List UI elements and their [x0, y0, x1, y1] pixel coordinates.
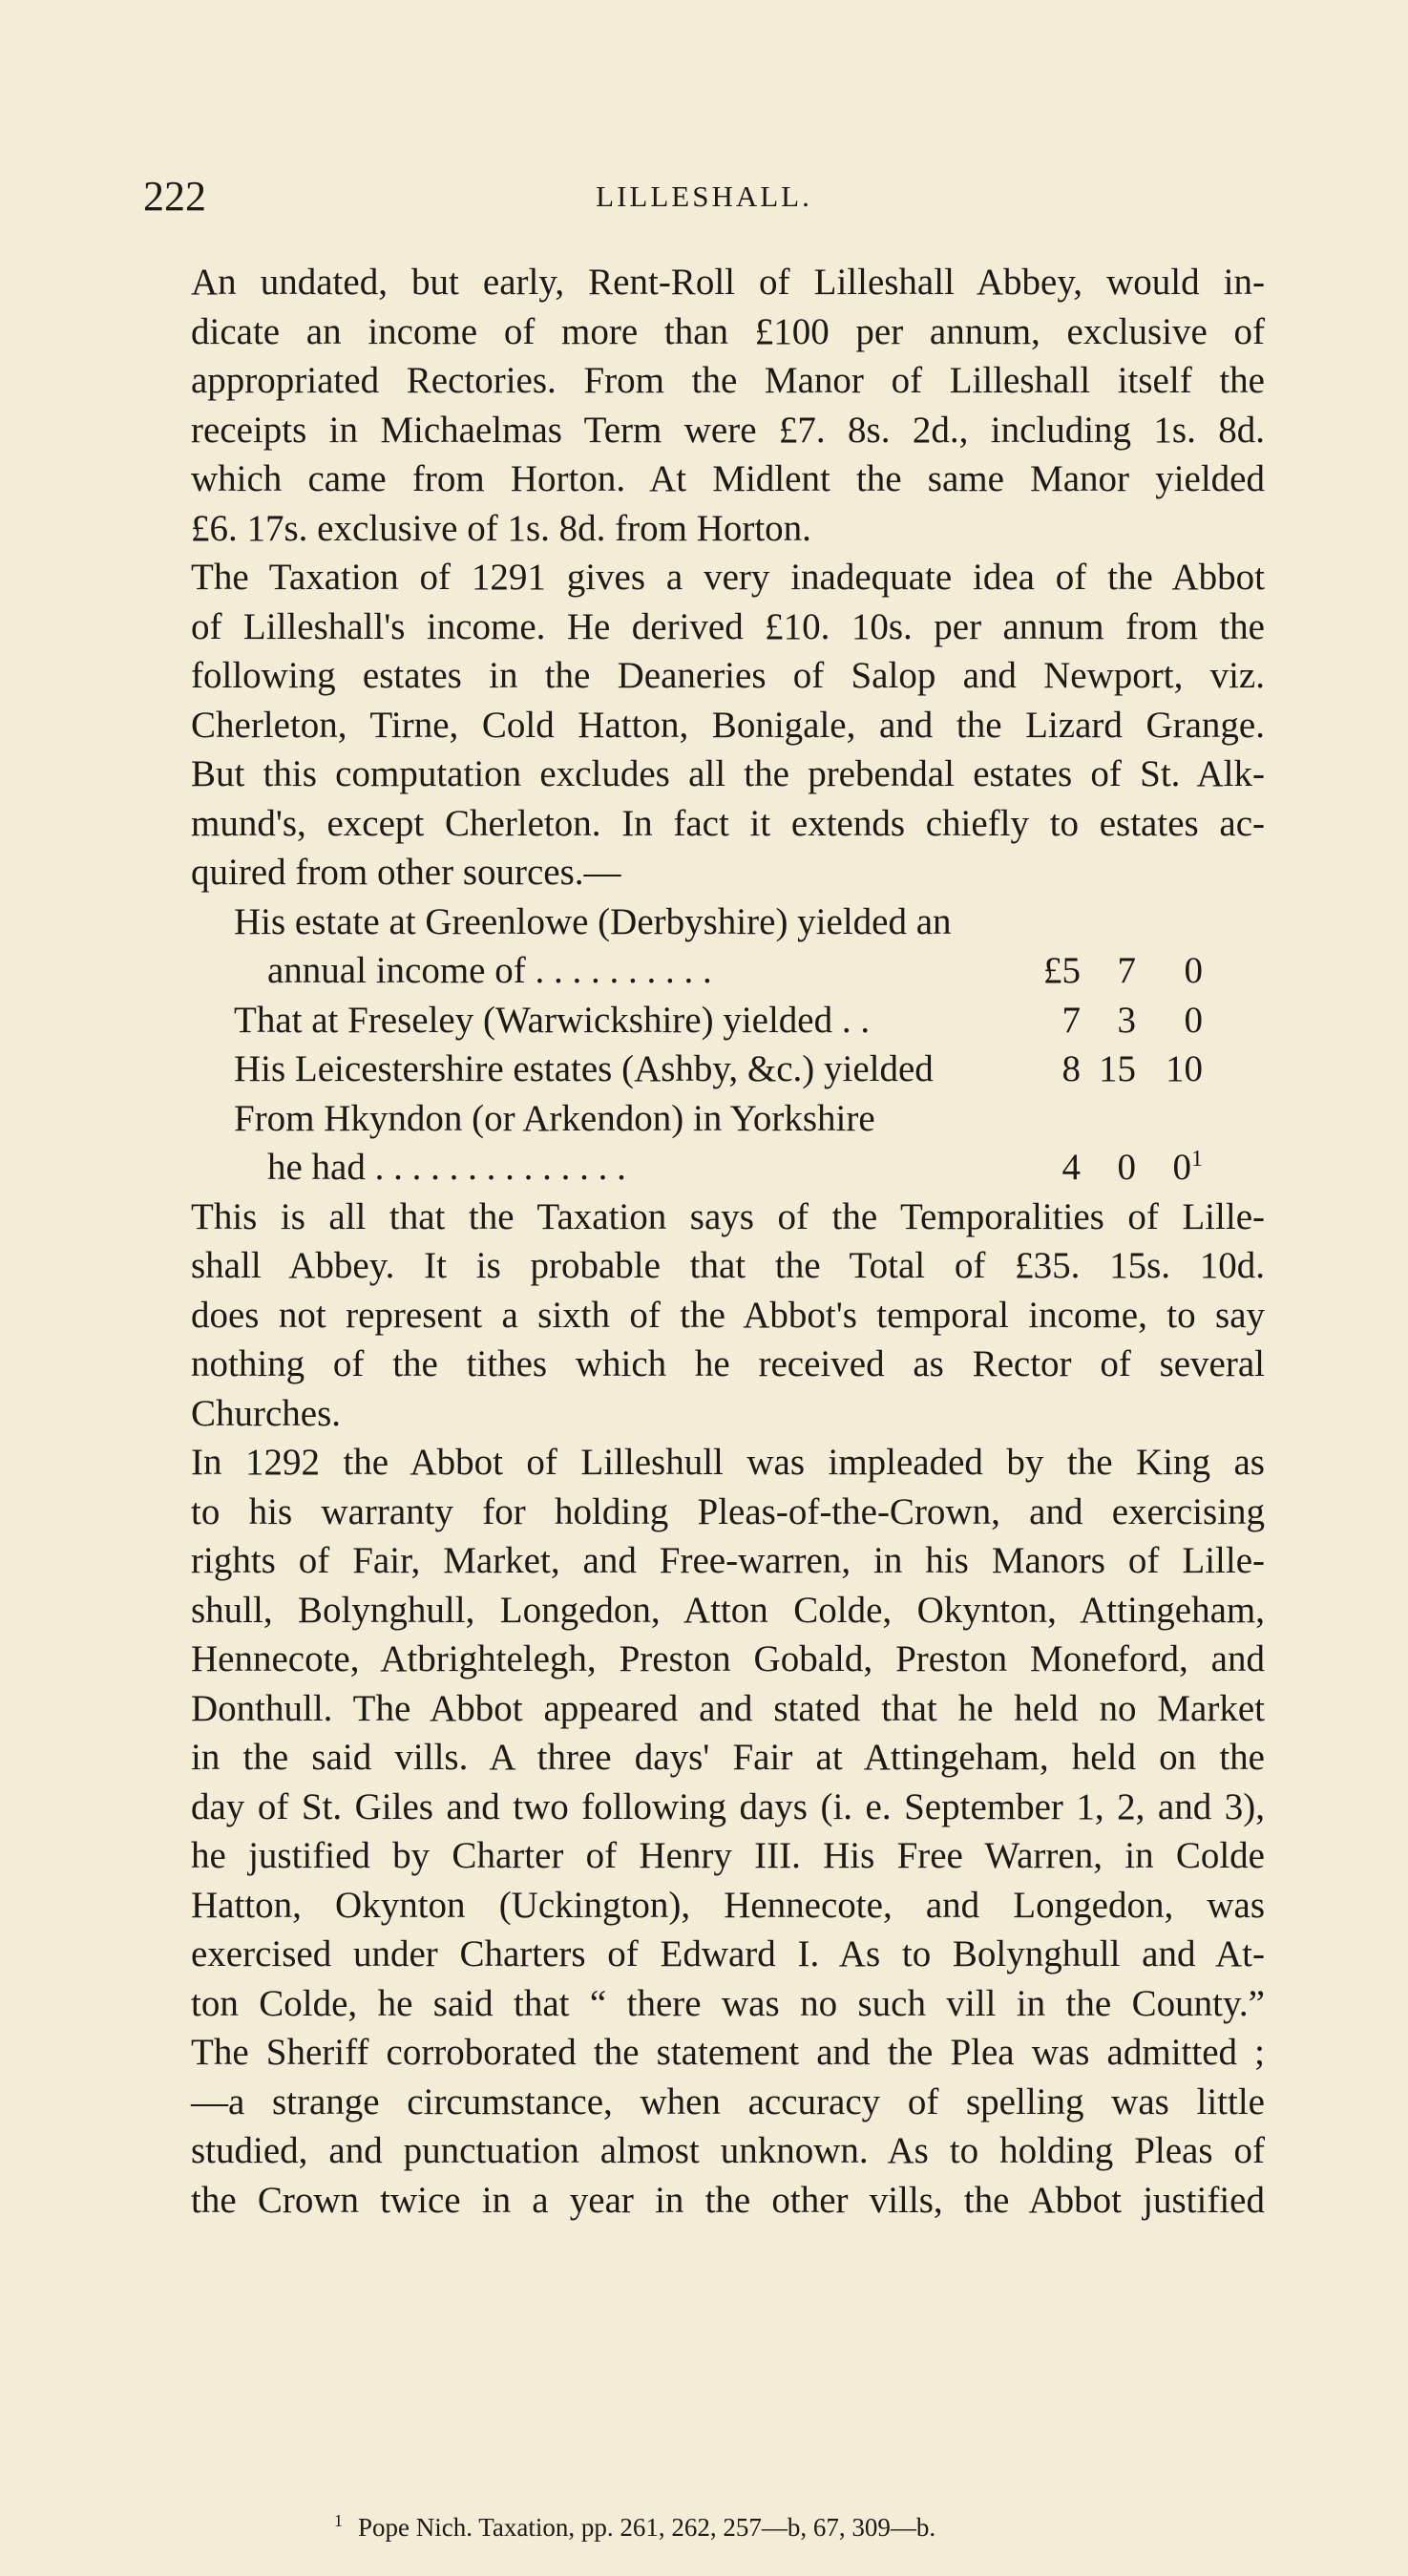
text-line: which came from Horton. At Midlent the same Manor yielded [191, 458, 1265, 499]
text-line: The Sheriff corroborated the statement and the Plea was admitted ; [191, 2032, 1265, 2073]
text-line: shall Abbey. It is probable that the Total of £35. 15s. 10d. [191, 1245, 1265, 1286]
estate-description: His estate at Greenlowe (Derbyshire) yielded an [234, 900, 952, 942]
text-line: Churches. [191, 1392, 342, 1434]
text-line: Cherleton, Tirne, Cold Hatton, Bonigale, and the Lizard Grange. [191, 704, 1265, 746]
text-line: of Lilleshall's income. He derived £10. 10s. per annum from the [191, 605, 1265, 647]
text-line: dicate an income of more than £100 per annum, exclusive of [191, 310, 1265, 352]
text-line: following estates in the Deaneries of Salop and Newport, viz. [191, 655, 1265, 696]
text-line: he justified by Charter of Henry III. His Free Warren, in Colde [191, 1835, 1265, 1876]
text-line: appropriated Rectories. From the Manor of Lilleshall itself the [191, 360, 1265, 401]
text-line: But this computation excludes all the prebendal estates of St. Alk- [191, 753, 1265, 794]
estate-row [191, 897, 1265, 947]
estate-description: His Leicestershire estates (Ashby, &c.) yielded [234, 1048, 934, 1089]
amount-pence: 10 [1166, 1048, 1203, 1089]
amount-shillings: 15 [1099, 1048, 1136, 1089]
page-header [143, 172, 1265, 229]
text-line: Donthull. The Abbot appeared and stated that he held no Market [191, 1687, 1265, 1729]
running-title: LILLESHALL. [596, 179, 812, 213]
estate-description: annual income of . . . . . . . . . . [267, 950, 712, 991]
text-line: —a strange circumstance, when accuracy of spelling was little [191, 2080, 1265, 2122]
estate-row [191, 1143, 1265, 1193]
estate-row [191, 946, 1265, 996]
estate-description: That at Freseley (Warwickshire) yielded . . [234, 999, 871, 1041]
amount-pence: 0 [1184, 950, 1203, 991]
text-line: day of St. Giles and two following days (i. e. September 1, 2, and 3), [191, 1785, 1265, 1827]
text-line: the Crown twice in a year in the other vills, the Abbot justified [191, 2179, 1265, 2221]
amount-pounds: 4 [1061, 1147, 1081, 1188]
estate-row [191, 996, 1265, 1045]
estate-row [191, 1094, 1265, 1144]
footnote-number: 1 [334, 2511, 343, 2530]
amount-pence [1145, 1143, 1203, 1193]
text-line: rights of Fair, Market, and Free-warren, in his Manors of Lille- [191, 1540, 1265, 1581]
text-line: £6. 17s. exclusive of 1s. 8d. from Horton. [191, 507, 811, 549]
estate-row [191, 1045, 1265, 1094]
text-line: receipts in Michaelmas Term were £7. 8s. 2d., including 1s. 8d. [191, 409, 1265, 451]
text-line: does not represent a sixth of the Abbot's temporal income, to say [191, 1294, 1265, 1336]
text-line: exercised under Charters of Edward I. As to Bolynghull and At- [191, 1933, 1265, 1974]
amount-pence: 0 [1184, 999, 1203, 1041]
text-line: An undated, but early, Rent-Roll of Lilleshall Abbey, would in- [191, 262, 1265, 303]
amount-shillings: 0 [1117, 1147, 1136, 1188]
amount-shillings: 7 [1117, 950, 1136, 991]
text-line: In 1292 the Abbot of Lilleshull was impleaded by the King as [191, 1442, 1265, 1483]
text-line: quired from other sources.— [191, 852, 621, 893]
text-line: nothing of the tithes which he received as Rector of several [191, 1343, 1265, 1384]
estate-description: From Hkyndon (or Arkendon) in Yorkshire [234, 1097, 875, 1139]
amount-pounds: 8 [1061, 1048, 1081, 1089]
text-line: to his warranty for holding Pleas-of-the-Crown, and exercising [191, 1490, 1265, 1532]
text-line: This is all that the Taxation says of the Temporalities of Lille- [191, 1195, 1265, 1237]
footnote-marker: 1 [1191, 1147, 1203, 1172]
amount-shillings: 3 [1117, 999, 1136, 1041]
text-line: Hennecote, Atbrightelegh, Preston Gobald, Preston Moneford, and [191, 1638, 1265, 1679]
text-line: in the said vills. A three days' Fair at Attingeham, held on the [191, 1737, 1265, 1778]
text-line: ton Colde, he said that “ there was no such vill in the County.” [191, 1982, 1265, 2024]
text-line: Hatton, Okynton (Uckington), Hennecote, and Longedon, was [191, 1884, 1265, 1926]
footnote-text: Pope Nich. Taxation, pp. 261, 262, 257—b, 67, 309—b. [358, 2513, 936, 2542]
text-line: mund's, except Cherleton. In fact it extends chiefly to estates ac- [191, 802, 1265, 844]
page-number: 222 [143, 173, 206, 220]
text-line: shull, Bolynghull, Longedon, Atton Colde, Okynton, Attingeham, [191, 1589, 1265, 1631]
body-text [191, 258, 1265, 2225]
text-line: The Taxation of 1291 gives a very inadequate idea of the Abbot [191, 557, 1265, 598]
amount-pence-value: 0 [1172, 1147, 1191, 1188]
text-line: studied, and punctuation almost unknown. As to holding Pleas of [191, 2130, 1265, 2171]
footnote [334, 2511, 935, 2543]
amount-pounds: 7 [1061, 999, 1081, 1041]
estate-description: he had . . . . . . . . . . . . . . [267, 1147, 626, 1188]
amount-pounds: £5 [1043, 950, 1081, 991]
